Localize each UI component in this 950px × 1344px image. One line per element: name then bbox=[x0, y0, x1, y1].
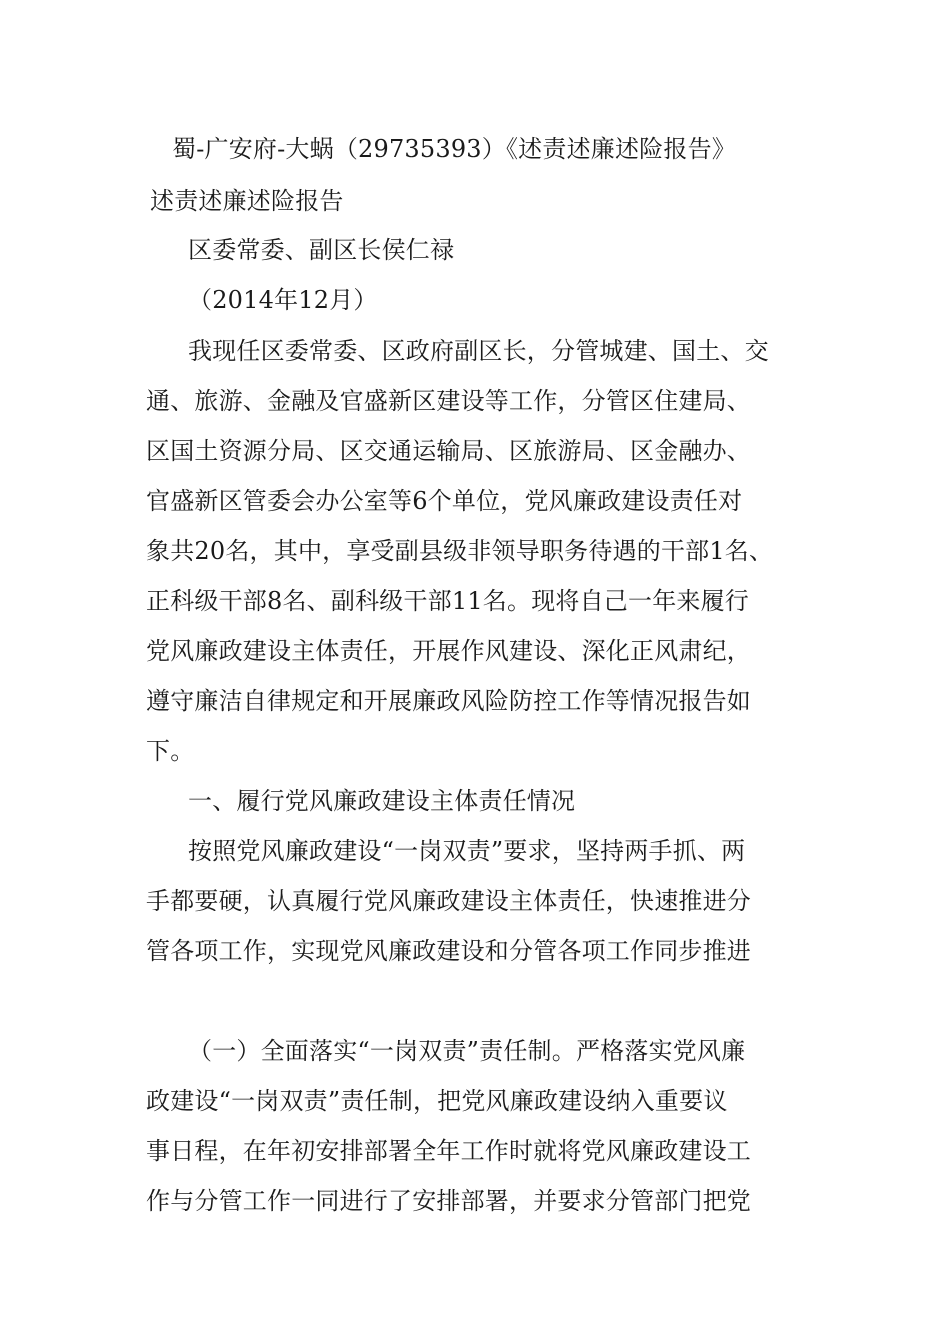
paragraph-3-line: （一）全面落实“一岗双责”责任制。严格落实党风廉 bbox=[188, 1037, 746, 1065]
author-line: 区委常委、副区长侯仁禄 bbox=[188, 236, 455, 264]
paragraph-1-line: 象共20名，其中，享受副县级非领导职务待遇的干部1名、 bbox=[146, 537, 774, 565]
paragraph-1-line: 正科级干部8名、副科级干部11名。现将自己一年来履行 bbox=[146, 587, 750, 615]
paragraph-3-line: 事日程，在年初安排部署全年工作时就将党风廉政建设工 bbox=[146, 1137, 751, 1165]
date-line: （2014年12月） bbox=[188, 286, 378, 314]
paragraph-1-line: 遵守廉洁自律规定和开展廉政风险防控工作等情况报告如 bbox=[146, 687, 751, 715]
paragraph-1-line: 我现任区委常委、区政府副区长，分管城建、国土、交 bbox=[188, 337, 769, 365]
paragraph-3-line: 作与分管工作一同进行了安排部署，并要求分管部门把党 bbox=[146, 1187, 751, 1215]
document-title: 蜀-广安府-大蜗（29735393）《述责述廉述险报告》 bbox=[172, 135, 736, 163]
section-1-heading: 一、履行党风廉政建设主体责任情况 bbox=[188, 787, 576, 815]
document-subtitle: 述责述廉述险报告 bbox=[150, 187, 344, 215]
paragraph-2-line: 管各项工作，实现党风廉政建设和分管各项工作同步推进 bbox=[146, 937, 751, 965]
paragraph-3-line: 政建设“一岗双责”责任制，把党风廉政建设纳入重要议 bbox=[146, 1087, 728, 1115]
paragraph-2-line: 手都要硬，认真履行党风廉政建设主体责任，快速推进分 bbox=[146, 887, 751, 915]
paragraph-1-line: 通、旅游、金融及官盛新区建设等工作，分管区住建局、 bbox=[146, 387, 751, 415]
paragraph-2-line: 按照党风廉政建设“一岗双责”要求，坚持两手抓、两 bbox=[188, 837, 746, 865]
paragraph-1-line: 区国土资源分局、区交通运输局、区旅游局、区金融办、 bbox=[146, 437, 751, 465]
paragraph-1-line: 官盛新区管委会办公室等6个单位，党风廉政建设责任对 bbox=[146, 487, 743, 515]
paragraph-1-line: 党风廉政建设主体责任，开展作风建设、深化正风肃纪， bbox=[146, 637, 751, 665]
paragraph-1-line: 下。 bbox=[146, 737, 195, 765]
